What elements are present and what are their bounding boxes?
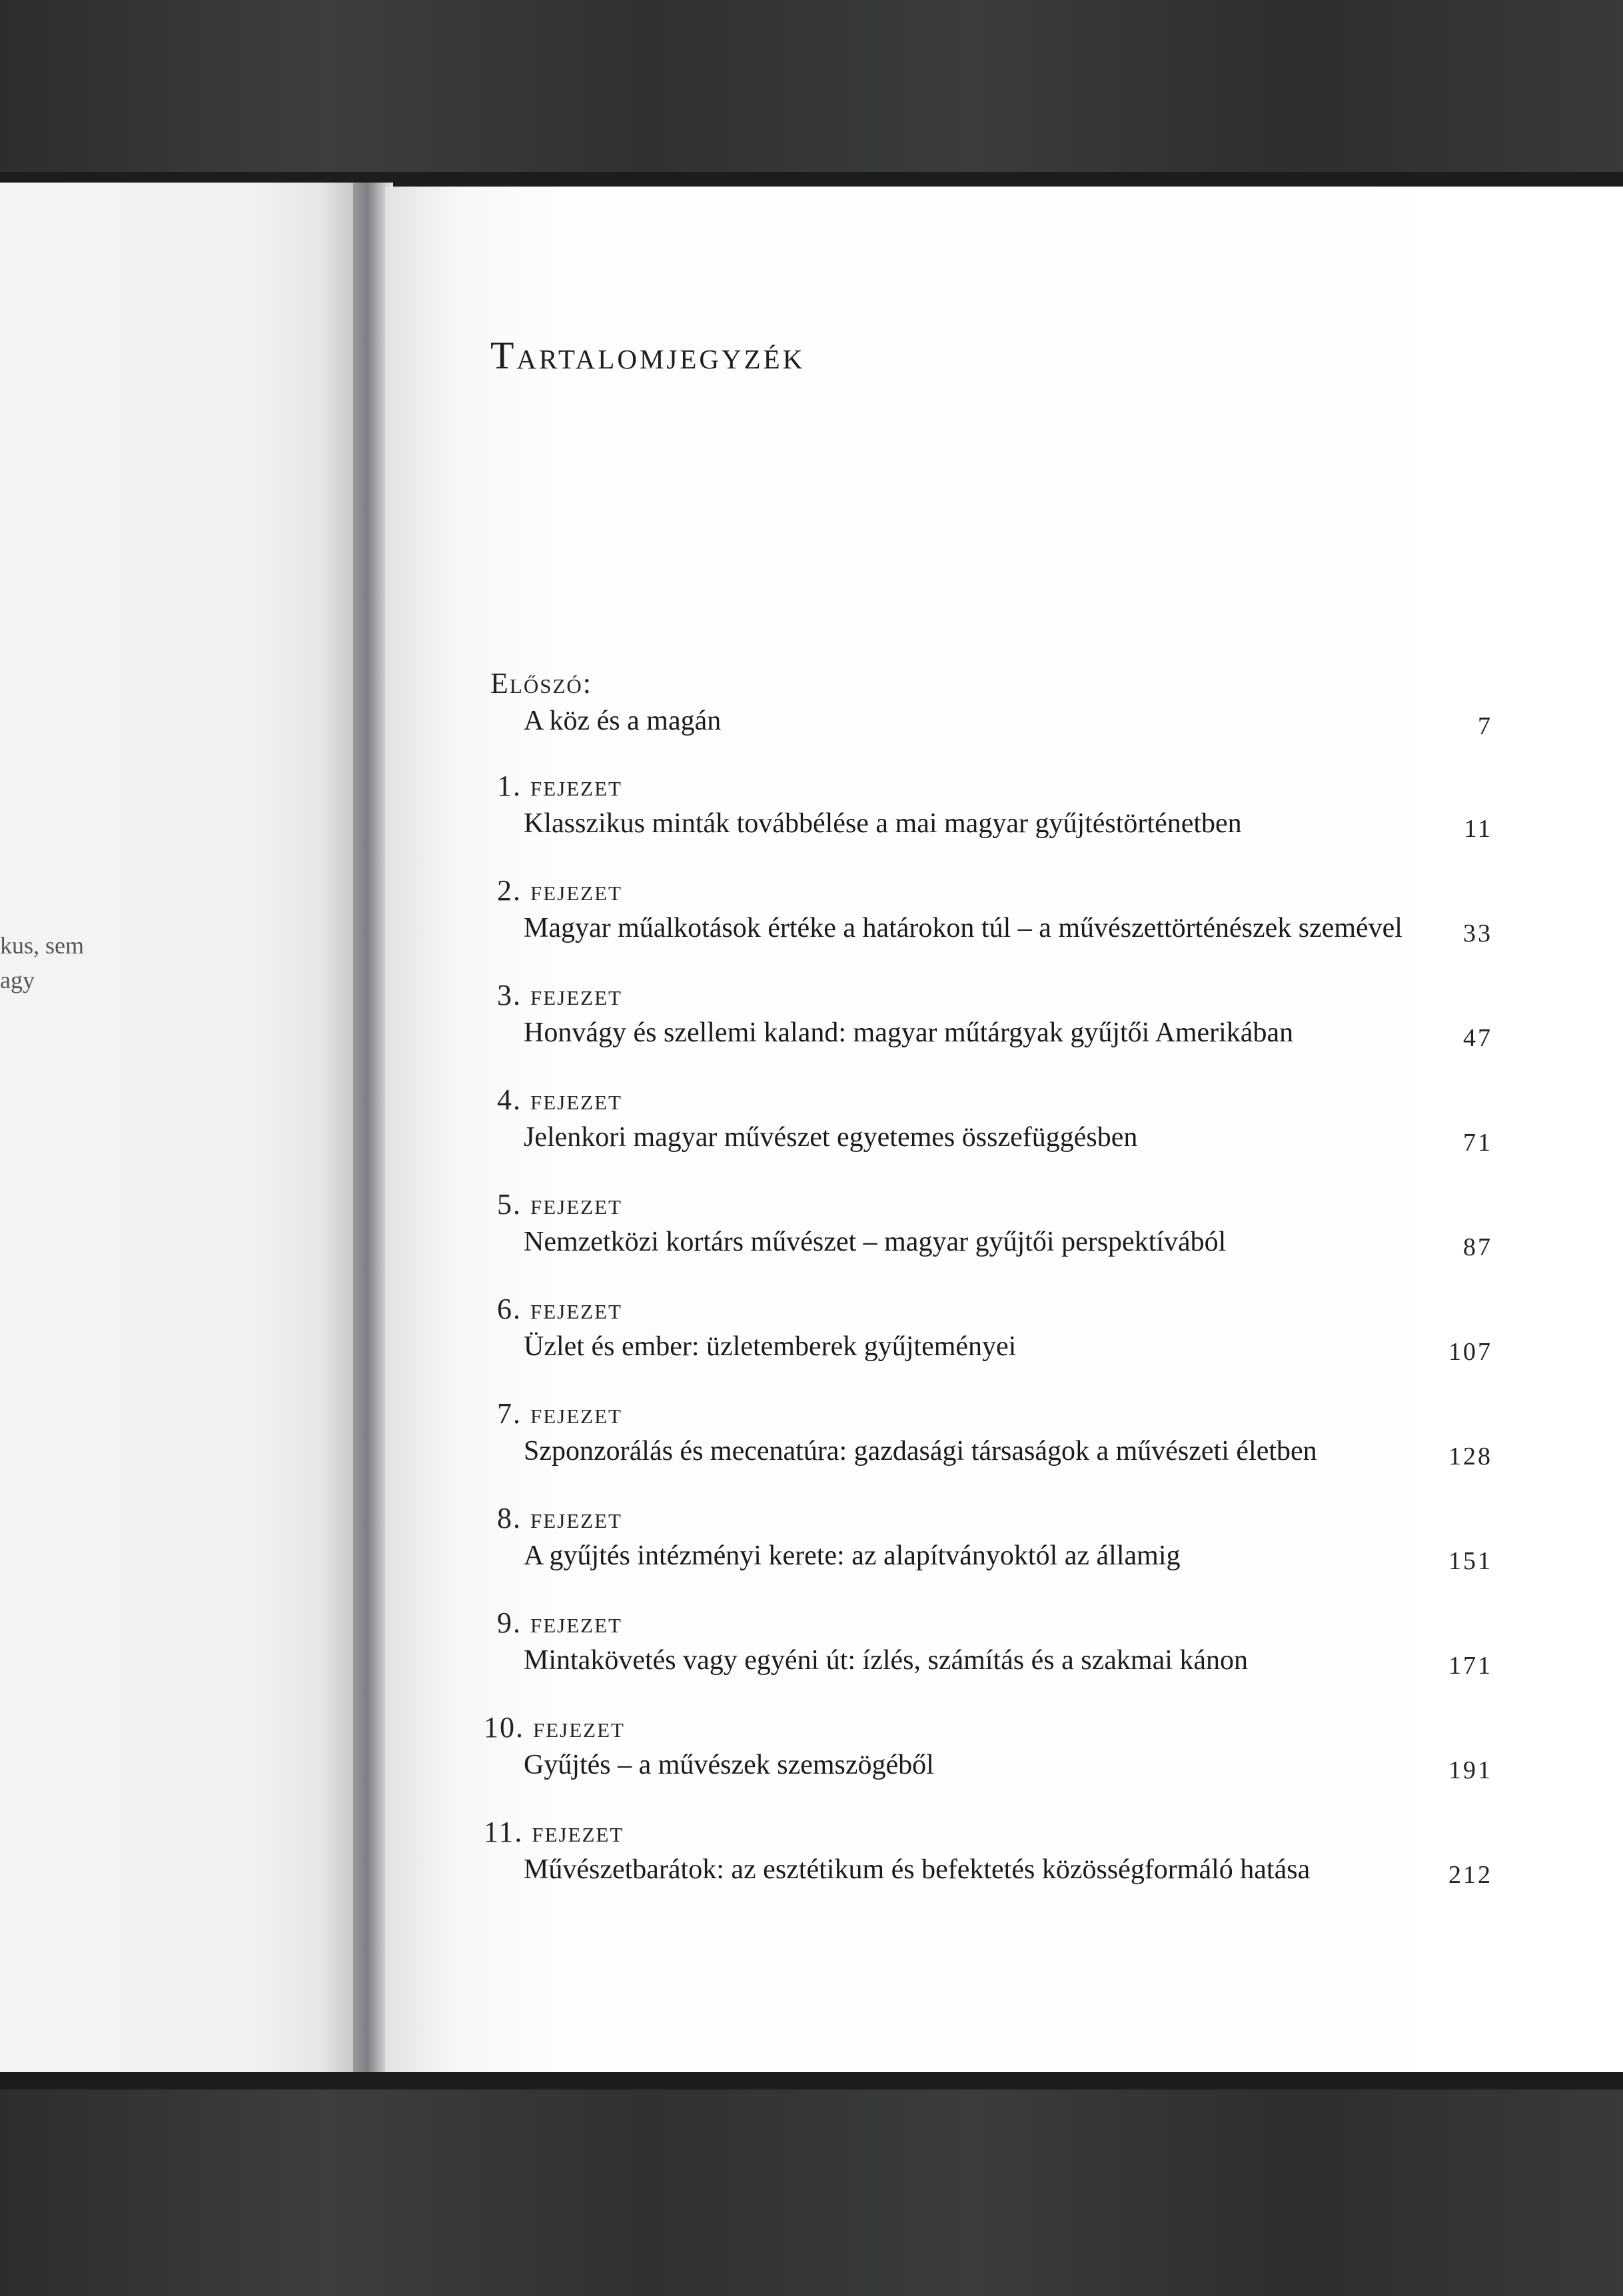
chapter-number: 1. <box>497 770 530 802</box>
chapter-label <box>497 769 622 803</box>
foreword-page-number: 7 <box>1478 712 1492 740</box>
chapter-label-word: fejezet <box>530 1397 622 1430</box>
chapter-title: Jelenkori magyar művészet egyetemes összefüggésben <box>524 1122 1138 1153</box>
chapter-label-word: fejezet <box>530 1502 622 1534</box>
chapter-label <box>497 1397 622 1431</box>
chapter-number: 11. <box>484 1816 532 1848</box>
chapter-number: 7. <box>497 1397 530 1430</box>
chapter-page-number: 87 <box>1463 1233 1492 1261</box>
chapter-title: A gyűjtés intézményi kerete: az alapítványoktól az államig <box>524 1540 1181 1571</box>
chapter-number: 5. <box>497 1188 530 1221</box>
chapter-title: Gyűjtés – a művészek szemszögéből <box>524 1750 934 1780</box>
chapter-title: Szponzorálás és mecenatúra: gazdasági társaságok a művészeti életben <box>524 1436 1317 1466</box>
chapter-label-word: fejezet <box>530 1188 622 1221</box>
chapter-label-word: fejezet <box>530 979 622 1011</box>
chapter-page-number: 71 <box>1463 1129 1492 1157</box>
chapter-label-word: fejezet <box>533 1711 625 1744</box>
chapter-page-number: 33 <box>1463 919 1492 947</box>
chapter-label-word: fejezet <box>530 1606 622 1639</box>
left-page-text-fragment: agy <box>0 967 35 993</box>
chapter-label <box>497 1187 622 1221</box>
foreword-label: Előszó: <box>490 667 592 700</box>
chapter-title: Nemzetközi kortárs művészet – magyar gyűjtői perspektívából <box>524 1227 1227 1257</box>
chapter-page-number: 107 <box>1448 1338 1492 1366</box>
chapter-label <box>484 1815 624 1849</box>
chapter-label-word: fejezet <box>530 874 622 907</box>
chapter-page-number: 128 <box>1448 1442 1492 1470</box>
chapter-title: Honvágy és szellemi kaland: magyar műtárgyak gyűjtői Amerikában <box>524 1017 1294 1048</box>
chapter-number: 6. <box>497 1293 530 1325</box>
chapter-label-word: fejezet <box>530 1293 622 1325</box>
page-title: Tartalomjegyzék <box>490 334 806 377</box>
chapter-label <box>497 1501 622 1535</box>
left-page <box>0 183 364 2072</box>
chapter-page-number: 11 <box>1464 815 1492 843</box>
chapter-number: 10. <box>484 1711 533 1744</box>
chapter-label <box>497 1606 622 1640</box>
chapter-page-number: 191 <box>1448 1756 1492 1784</box>
chapter-page-number: 151 <box>1448 1547 1492 1575</box>
chapter-title: Klasszikus minták továbbélése a mai magyar gyűjtéstörténetben <box>524 808 1242 839</box>
chapter-label-word: fejezet <box>530 1083 622 1116</box>
chapter-page-number: 212 <box>1448 1861 1492 1889</box>
chapter-label <box>497 1083 622 1117</box>
chapter-label-word: fejezet <box>532 1816 624 1848</box>
chapter-label <box>484 1710 625 1744</box>
left-page-text-fragment: kus, sem <box>0 932 84 959</box>
chapter-page-number: 47 <box>1463 1024 1492 1052</box>
chapter-number: 2. <box>497 874 530 907</box>
chapter-number: 4. <box>497 1083 530 1116</box>
chapter-label-word: fejezet <box>530 770 622 802</box>
chapter-title: Üzlet és ember: üzletemberek gyűjteményei <box>524 1331 1017 1362</box>
chapter-page-number: 171 <box>1448 1652 1492 1680</box>
chapter-label <box>497 873 622 907</box>
chapter-number: 8. <box>497 1502 530 1534</box>
chapter-label <box>497 978 622 1012</box>
chapter-number: 3. <box>497 979 530 1011</box>
chapter-label <box>497 1292 622 1326</box>
chapter-title: Mintakövetés vagy egyéni út: ízlés, számítás és a szakmai kánon <box>524 1645 1249 1676</box>
chapter-number: 9. <box>497 1606 530 1639</box>
chapter-title: Művészetbarátok: az esztétikum és befektetés közösségformáló hatása <box>524 1854 1311 1885</box>
chapter-title: Magyar műalkotások értéke a határokon túl – a művészettörténészek szemével <box>524 913 1402 943</box>
foreword-title: A köz és a magán <box>524 706 722 736</box>
